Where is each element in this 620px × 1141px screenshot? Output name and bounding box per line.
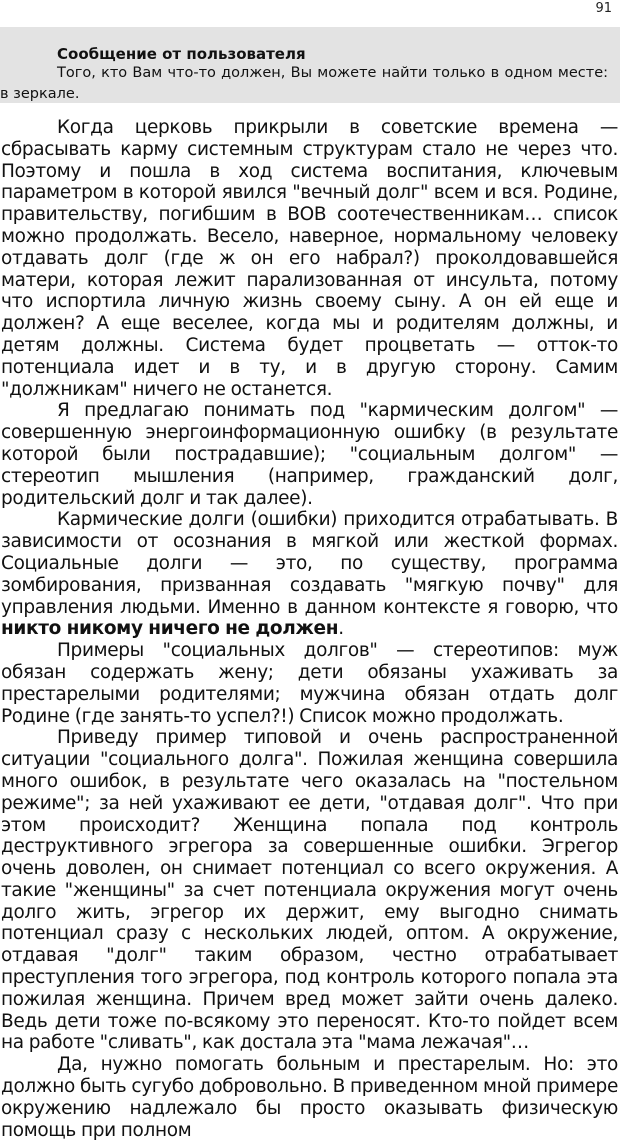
paragraph: Приведу пример типовой и очень распространенной ситуации "социального долга". Пожилая женщина совершила много ошибок, в результате чего оказалась на "постельном режиме"; за ней ухаживают ее дети, "отдавая долг". Что при этом происходит? Женщина попала под контроль деструктивного эгрегора за совершенные ошибки. Эгрегор очень доволен, он снимает потенциал со всего окружения. А такие "женщины" за счет потенциала окружения могут очень долго жить, эгрегор их держит, ему выгодно снимать потенциал сразу с нескольких людей, оптом. А окружение, отдавая "долг" таким образом, честно отрабатывает преступления того эгрегора, под контроль которого попала эта пожилая женщина. Причем вред может зайти очень далеко. Ведь дети тоже по-всякому это переносят. Кто-то пойдет всем на работе "сливать", как достала эта "мама лежачая"… <box>1 727 618 1054</box>
emphasis-text: никто никому ничего не должен <box>1 618 339 640</box>
paragraph-text: Кармические долги (ошибки) приходится отрабатывать. В зависимости от осознания в мягкой или жесткой формах. Социальные долги — это, по существу, программа зомбирования, призванная создавать "мягкую почву" для управления людьми. Именно в данном контексте я говорю, что <box>1 509 618 618</box>
message-title: Сообщение от пользователя <box>57 45 306 63</box>
body-text <box>1 117 618 1141</box>
paragraph: Примеры "социальных долгов" — стереотипов: муж обязан содержать жену; дети обязаны ухаживать за престарелыми родителями; мужчина обязан отдать долг Родине (где занять-то успел?!) Список можно продолжать. <box>1 640 618 727</box>
user-message-box <box>0 27 620 103</box>
paragraph-end: . <box>338 618 344 640</box>
message-text: Того, кто Вам что-то должен, Вы можете найти только в одном месте: в зеркале. <box>0 65 608 102</box>
paragraph: Когда церковь прикрыли в советские времена — сбрасывать карму системным структурам стало не через что. Поэтому и пошла в ход система воспитания, ключевым параметром в которой явился "вечный долг" всем и вся. Родине, правительству, погибшим в ВОВ соотечественникам… список можно продолжать. Весело, наверное, нормальному человеку отдавать долг (где ж он его набрал?) проколдовавшейся матери, которая лежит парализованная от инсульта, потому что испортила личную жизнь своему сыну. А он ей еще и должен? А еще веселее, когда мы и родителям должны, и детям должны. Система будет процветать — отток-то потенциала идет и в ту, и в другую сторону. Самим "должникам" ничего не останется. <box>1 117 618 400</box>
paragraph-karmic-debts <box>1 509 618 640</box>
page-number: 91 <box>595 1 612 16</box>
paragraph: Я предлагаю понимать под "кармическим долгом" — совершенную энергоинформационную ошибку (в результате которой были пострадавшие); "социальным долгом" — стереотип мышления (например, гражданский долг, родительский долг и так далее). <box>1 400 618 509</box>
paragraph: Да, нужно помогать больным и престарелым. Но: это должно быть сугубо добровольно. В приведенном мной примере окружению надлежало бы просто оказывать физическую помощь при полном <box>1 1054 618 1141</box>
